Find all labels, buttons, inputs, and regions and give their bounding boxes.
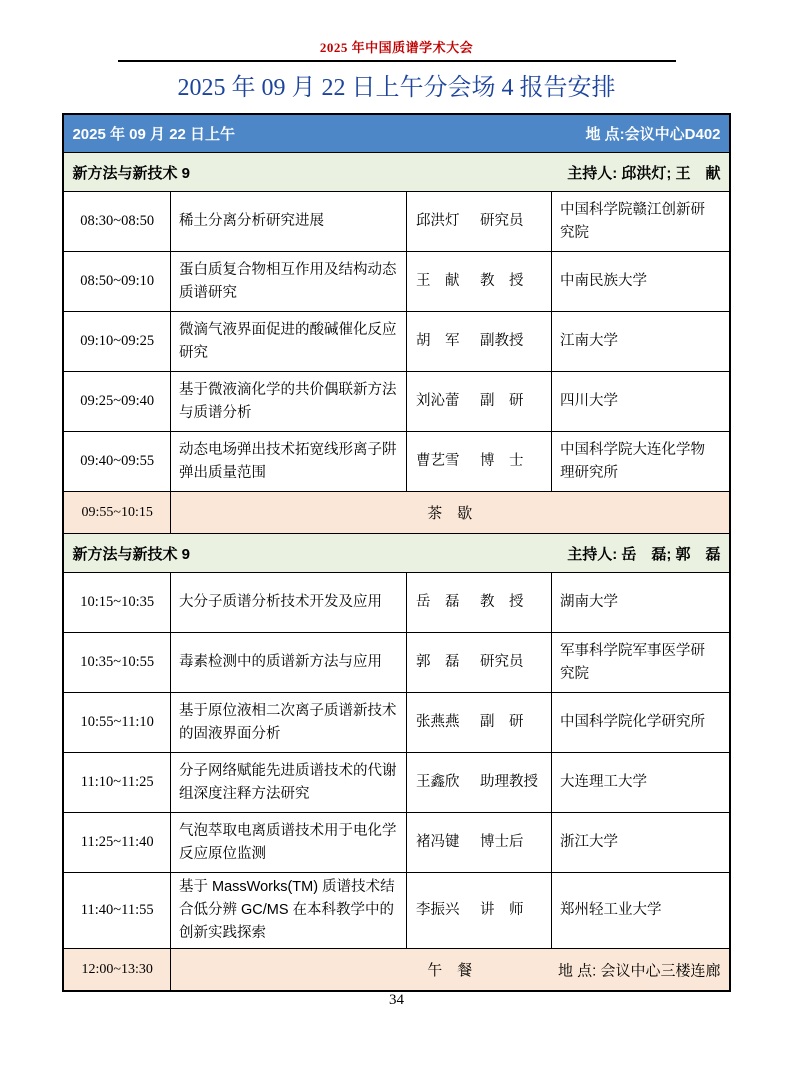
- location-label: 地 点:会议中心D402: [585, 126, 721, 143]
- table-row: [63, 372, 729, 432]
- talk-time: 09:25~09:40: [63, 372, 170, 432]
- talk-title: 蛋白质复合物相互作用及结构动态质谱研究: [170, 252, 406, 312]
- talk-affiliation: 浙江大学: [551, 813, 729, 873]
- speaker-title: 博 士: [479, 453, 524, 469]
- talk-time: 10:35~10:55: [63, 633, 170, 693]
- talk-time: 08:50~09:10: [63, 252, 170, 312]
- talk-affiliation: 大连理工大学: [551, 753, 729, 813]
- speaker-name: 王 献: [415, 273, 460, 289]
- header-divider: [118, 60, 676, 62]
- break-label: 茶 歇: [170, 492, 729, 534]
- talk-time: 09:40~09:55: [63, 432, 170, 492]
- talk-affiliation: 中国科学院化学研究所: [551, 693, 729, 753]
- talk-affiliation: 中国科学院大连化学物理研究所: [551, 432, 729, 492]
- speaker-name: 岳 磊: [415, 594, 460, 610]
- table-row: [63, 753, 729, 813]
- table-row: [63, 813, 729, 873]
- session-name: 新方法与新技术 9: [72, 545, 190, 563]
- talk-time: 11:25~11:40: [63, 813, 170, 873]
- talk-affiliation: 江南大学: [551, 312, 729, 372]
- session-chairs: 主持人: 岳 磊; 郭 磊: [567, 545, 721, 563]
- talk-speaker-cell: [406, 753, 551, 813]
- talk-title: 基于微液滴化学的共价偶联新方法与质谱分析: [170, 372, 406, 432]
- talk-time: 08:30~08:50: [63, 192, 170, 252]
- talk-time: 11:40~11:55: [63, 873, 170, 949]
- speaker-name: 李振兴: [415, 902, 460, 918]
- session-chairs: 主持人: 邱洪灯; 王 献: [567, 164, 721, 182]
- talk-affiliation: 中南民族大学: [551, 252, 729, 312]
- talk-title: 基于原位液相二次离子质谱新技术的固液界面分析: [170, 693, 406, 753]
- speaker-name: 张燕燕: [415, 714, 460, 730]
- talk-speaker-cell: [406, 813, 551, 873]
- table-row: [63, 573, 729, 633]
- speaker-title: 副 研: [479, 393, 524, 409]
- talk-time: 09:10~09:25: [63, 312, 170, 372]
- talk-title: 动态电场弹出技术拓宽线形离子阱弹出质量范围: [170, 432, 406, 492]
- talk-speaker-cell: [406, 192, 551, 252]
- table-row: [63, 873, 729, 949]
- speaker-title: 研究员: [479, 654, 524, 670]
- break-label: 午 餐: [427, 962, 473, 979]
- talk-speaker-cell: [406, 693, 551, 753]
- talk-speaker-cell: [406, 633, 551, 693]
- lunch-break-row: [63, 949, 729, 992]
- conference-title: 2025 年中国质谱学术大会: [319, 40, 474, 55]
- table-row: [63, 192, 729, 252]
- break-time: 09:55~10:15: [63, 492, 170, 534]
- speaker-name: 王鑫欣: [415, 774, 460, 790]
- speaker-name: 褚冯键: [415, 834, 460, 850]
- speaker-title: 博士后: [479, 834, 524, 850]
- talk-speaker-cell: [406, 873, 551, 949]
- lunch-cell: [170, 949, 729, 992]
- talk-affiliation: 中国科学院赣江创新研究院: [551, 192, 729, 252]
- tea-break-row: [63, 492, 729, 534]
- session-name: 新方法与新技术 9: [72, 164, 190, 182]
- talk-title: 分子网络赋能先进质谱技术的代谢组深度注释方法研究: [170, 753, 406, 813]
- speaker-title: 助理教授: [479, 774, 538, 790]
- talk-time: 10:15~10:35: [63, 573, 170, 633]
- lunch-location: 地 点: 会议中心三楼连廊: [558, 962, 721, 979]
- section-header-row: [63, 153, 729, 192]
- talk-time: 10:55~11:10: [63, 693, 170, 753]
- date-label: 2025 年 09 月 22 日上午: [72, 126, 236, 143]
- speaker-name: 刘沁蕾: [415, 393, 460, 409]
- speaker-title: 副教授: [479, 333, 524, 349]
- talk-affiliation: 四川大学: [551, 372, 729, 432]
- table-row: [63, 252, 729, 312]
- speaker-title: 副 研: [479, 714, 524, 730]
- speaker-name: 胡 军: [415, 333, 460, 349]
- section-header-row: [63, 534, 729, 573]
- date-bar-row: [63, 114, 729, 153]
- talk-title: 稀土分离分析研究进展: [170, 192, 406, 252]
- speaker-title: 教 授: [479, 594, 524, 610]
- talk-time: 11:10~11:25: [63, 753, 170, 813]
- talk-affiliation: 郑州轻工业大学: [551, 873, 729, 949]
- talk-speaker-cell: [406, 312, 551, 372]
- talk-title: 毒素检测中的质谱新方法与应用: [170, 633, 406, 693]
- table-row: [63, 432, 729, 492]
- speaker-name: 邱洪灯: [415, 213, 460, 229]
- speaker-name: 曹艺雪: [415, 453, 460, 469]
- talk-speaker-cell: [406, 252, 551, 312]
- speaker-title: 研究员: [479, 213, 524, 229]
- talk-title: 气泡萃取电离质谱技术用于电化学反应原位监测: [170, 813, 406, 873]
- speaker-title: 教 授: [479, 273, 524, 289]
- page-title: 2025 年 09 月 22 日上午分会场 4 报告安排: [177, 75, 616, 101]
- speaker-title: 讲 师: [479, 902, 524, 918]
- talk-speaker-cell: [406, 432, 551, 492]
- talk-title: 基于 MassWorks(TM) 质谱技术结合低分辨 GC/MS 在本科教学中的创新实践探索: [170, 873, 406, 949]
- talk-affiliation: 湖南大学: [551, 573, 729, 633]
- table-row: [63, 693, 729, 753]
- table-row: [63, 312, 729, 372]
- break-time: 12:00~13:30: [63, 949, 170, 992]
- talk-speaker-cell: [406, 573, 551, 633]
- talk-title: 微滴气液界面促进的酸碱催化反应研究: [170, 312, 406, 372]
- speaker-name: 郭 磊: [415, 654, 460, 670]
- talk-title: 大分子质谱分析技术开发及应用: [170, 573, 406, 633]
- page-number: 34: [389, 992, 404, 1008]
- schedule-table: [62, 113, 730, 992]
- talk-speaker-cell: [406, 372, 551, 432]
- talk-affiliation: 军事科学院军事医学研究院: [551, 633, 729, 693]
- table-row: [63, 633, 729, 693]
